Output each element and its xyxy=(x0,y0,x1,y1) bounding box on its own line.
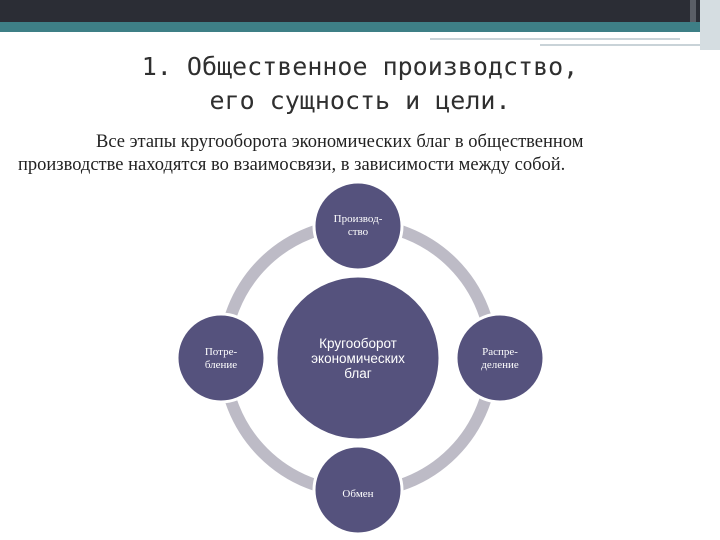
node-right-label: Распре- деление xyxy=(481,346,519,371)
slide-title-line: 1. Общественное производство, xyxy=(141,52,579,81)
body-text-line: Все этапы кругооборота экономических благ в общественном xyxy=(96,132,584,152)
node-top-label: Производ- ство xyxy=(333,213,383,238)
node-bottom-label: Обмен xyxy=(342,488,374,500)
node-left-label: Потре- бление xyxy=(204,346,238,371)
slide-title-line: его сущность и цели. xyxy=(209,86,511,115)
body-text-line: производстве находятся во взаимосвязи, в зависимости между собой. xyxy=(18,155,566,175)
center-label: Кругооборот экономических благ xyxy=(311,336,405,381)
